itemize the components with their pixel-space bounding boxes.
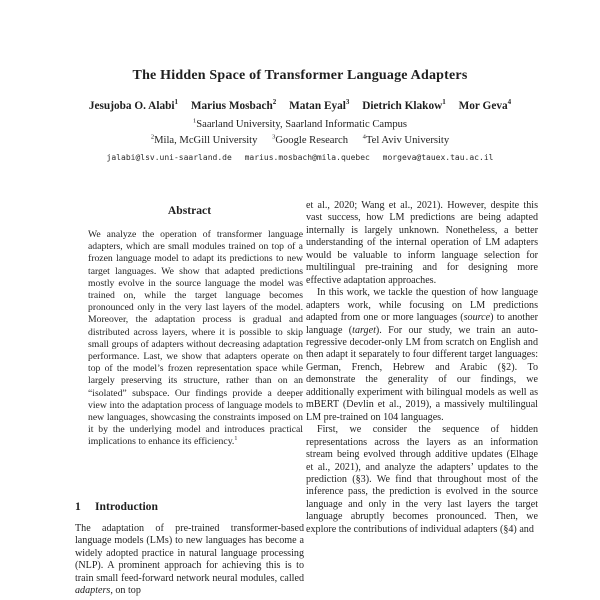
paragraph-2-target-term: target bbox=[352, 324, 376, 336]
author-3 bbox=[289, 100, 349, 112]
right-column bbox=[306, 200, 538, 600]
author-1-affiliation-marker: 1 bbox=[174, 98, 179, 107]
affiliation-line-1 bbox=[0, 119, 600, 130]
affiliation-saarland-marker: 1 bbox=[192, 117, 197, 125]
paragraph-2-text-3: ). For our study, we train an auto-regressive decoder-only LM from scratch on English and then adapt it separately to four different target languages: German, French, Hebrew and Arabic (§2). To demonstrate the generality of our findings, we additionally experiment with bilingual models as well as mBERT (Devlin et al., 2019), a massively multilingual LM pre-trained on 104 languages. bbox=[306, 324, 538, 423]
email-mosbach: marius.mosbach@mila.quebec bbox=[244, 153, 370, 162]
author-3-name: Matan Eyal bbox=[289, 100, 346, 112]
affiliation-google-marker: 3 bbox=[272, 133, 276, 141]
author-line bbox=[0, 100, 600, 112]
section-number: 1 bbox=[75, 500, 81, 513]
author-3-affiliation-marker: 3 bbox=[345, 98, 350, 107]
introduction-paragraph-text-2: , on top bbox=[110, 585, 141, 597]
paragraph-2-text-2: ) to another language ( bbox=[306, 312, 538, 336]
abstract-body-text: We analyze the operation of transformer language adapters, which are small modules trained on top of a frozen language model to adapt its predictions to new target languages. We show that adapted predictions mostly evolve in the source language the model was trained on, while the target language becomes pronounced only in the very last layers of the model. Moreover, the adaptation process is gradual and distributed across layers, where it is possible to skip small groups of adapters without decreasing adaptation performance. Last, we show that adapters operate on top of the model’s frozen representation space while largely preserving its structure, rather than on an “isolated” subspace. Our findings provide a deeper view into the adaptation process of language models to new languages, showcasing the constraints imposed on it by the underlying model and introduces practical implications to enhance its efficiency. bbox=[88, 229, 303, 448]
email-alabi: jalabi@lsv.uni-saarland.de bbox=[106, 153, 232, 162]
paragraph-2-text-1: In this work, we tackle the question of how language adapters work, while focusing on LM predictions adapted from one or more languages ( bbox=[306, 287, 538, 324]
abstract-heading: Abstract bbox=[167, 204, 212, 217]
affiliation-saarland bbox=[193, 119, 407, 130]
author-2-name: Marius Mosbach bbox=[190, 100, 273, 112]
introduction-paragraph-adapters-term: adapters bbox=[75, 585, 111, 597]
affiliation-line-2 bbox=[0, 135, 600, 146]
author-2-affiliation-marker: 2 bbox=[272, 98, 277, 107]
right-column-paragraph-2 bbox=[306, 287, 538, 424]
introduction-paragraph-text-1: The adaptation of pre-trained transformer-based language models (LMs) to new languages has become a widely adopted practice in natural language processing (NLP). A prominent approach for achieving this is to train small feed-forward network neural modules, called bbox=[75, 523, 304, 584]
author-4-name: Dietrich Klakow bbox=[362, 100, 443, 112]
introduction-paragraph bbox=[75, 523, 304, 598]
author-5 bbox=[459, 100, 512, 112]
affiliation-mila-text: Mila, McGill University bbox=[154, 135, 258, 146]
author-1 bbox=[89, 100, 178, 112]
abstract-footnote-marker: 1 bbox=[234, 436, 238, 443]
affiliation-saarland-text: Saarland University, Saarland Informatic Campus bbox=[196, 119, 408, 130]
section-title: Introduction bbox=[95, 500, 158, 513]
right-column-paragraph-1: et al., 2020; Wang et al., 2021). However, despite this vast success, how LM predictions are being adapted internally is largely unknown. Nonetheless, a better understanding of the internal operation of LM adapters would be valuable to inform language selection for multilingual pre-training and for designing more effective adaptation approaches. bbox=[306, 200, 538, 286]
section-heading-introduction bbox=[75, 500, 304, 513]
email-line bbox=[0, 153, 600, 162]
right-column-paragraph-3: First, we consider the sequence of hidden representations across the layers as an information stream being evolved through additive updates (Elhage et al., 2021), and analyze the adapters’ updates to the prediction (§3). We find that throughout most of the inference pass, the prediction is evolved in the source language and only in the very last layers the target language abruptly becomes pronounced. Then, we explore the contributions of individual adapters (§4) and bbox=[306, 424, 538, 535]
abstract-section bbox=[75, 204, 304, 449]
affiliation-telaviv-text: Tel Aviv University bbox=[365, 135, 450, 146]
author-2 bbox=[191, 100, 276, 112]
introduction-section bbox=[75, 500, 304, 598]
affiliation-telaviv bbox=[363, 135, 450, 146]
author-1-name: Jesujoba O. Alabi bbox=[88, 100, 175, 112]
affiliation-google bbox=[272, 135, 348, 146]
affiliation-google-text: Google Research bbox=[275, 135, 348, 146]
affiliation-mila-marker: 2 bbox=[150, 133, 155, 141]
abstract-text bbox=[88, 229, 303, 449]
author-4 bbox=[362, 100, 446, 112]
author-4-affiliation-marker: 1 bbox=[442, 98, 446, 107]
author-5-affiliation-marker: 4 bbox=[507, 98, 512, 107]
paragraph-2-source-term: source bbox=[463, 312, 491, 324]
paper-title: The Hidden Space of Transformer Language Adapters bbox=[132, 68, 468, 83]
author-5-name: Mor Geva bbox=[458, 100, 508, 112]
affiliation-telaviv-marker: 4 bbox=[362, 133, 366, 141]
affiliation-mila bbox=[151, 135, 258, 146]
email-geva: morgeva@tauex.tau.ac.il bbox=[382, 153, 494, 162]
